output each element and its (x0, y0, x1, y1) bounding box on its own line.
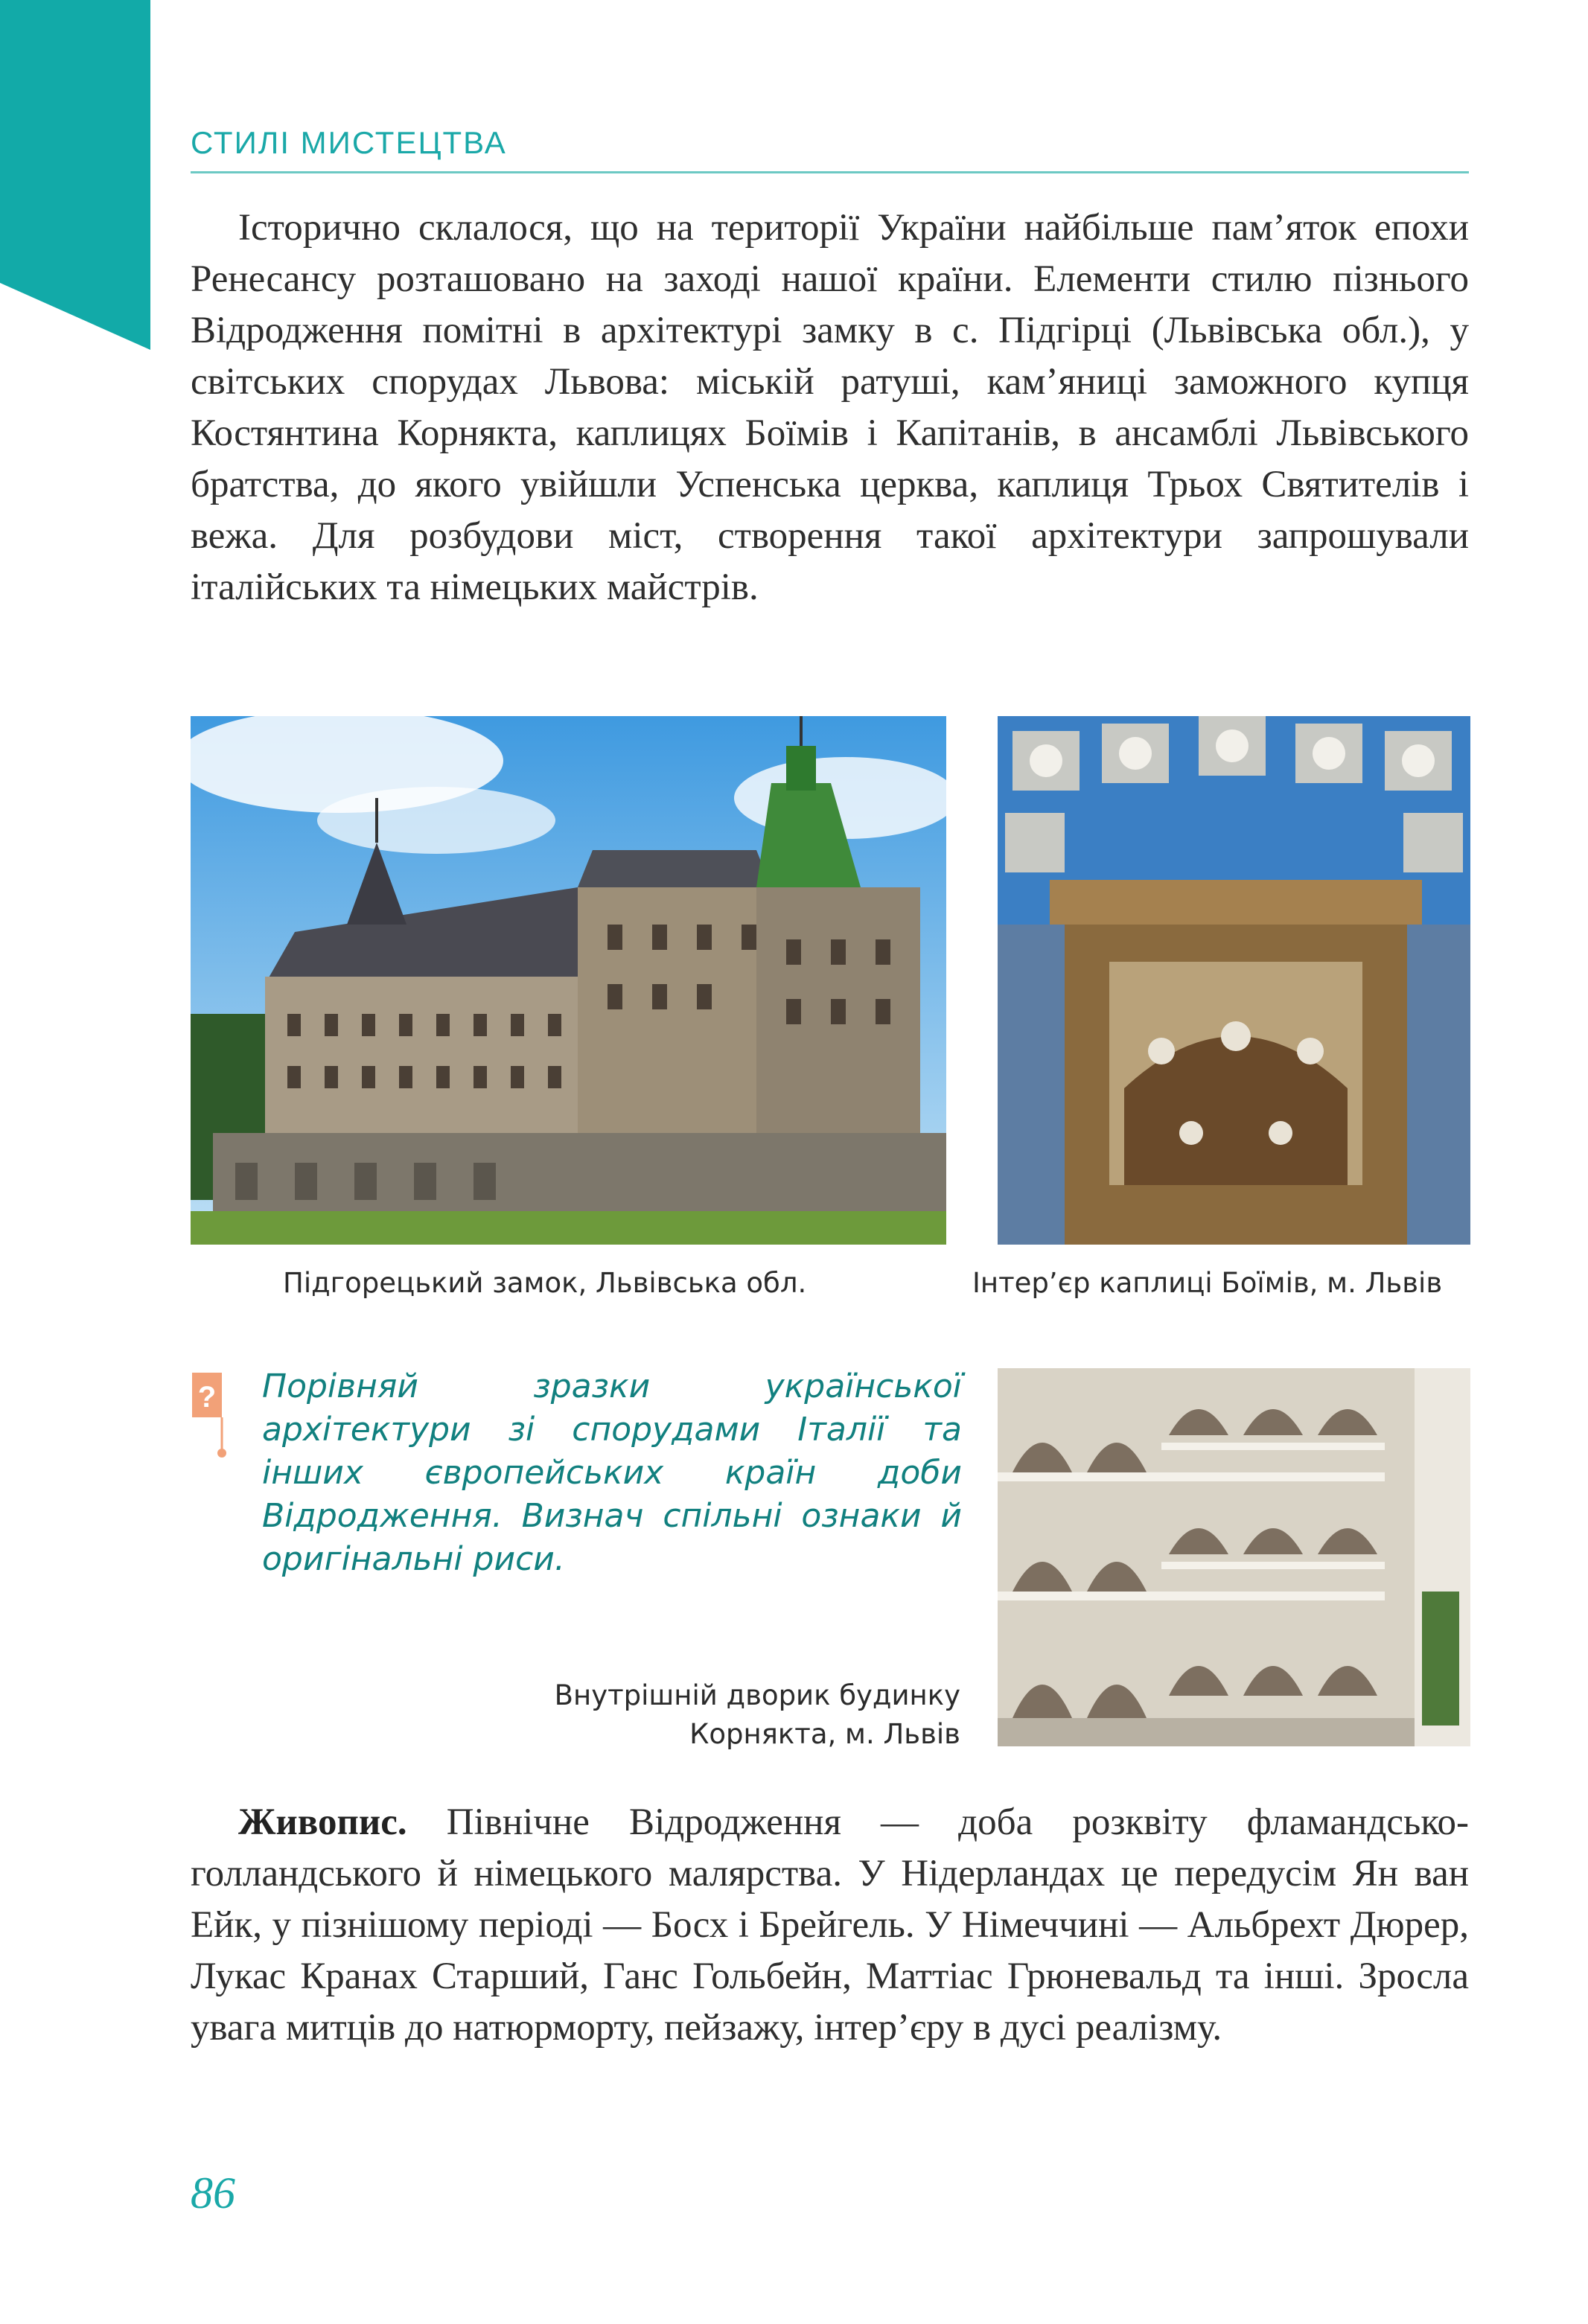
intro-paragraph: Історично склалося, що на території України найбільше пам’яток епохи Ренесансу розташовано на заході нашої країни. Елементи стилю пізнього Відродження помітні в архітектурі замку в с. Підгірці (Львівська обл.), у світських спорудах Львова: міській ратуші, кам’яниці заможного купця Костянтина Корнякта, каплицях Боїмів і Капітанів, в ансамблі Львівського братства, до якого увійшли Успенська церква, каплиця Трьох Святителів і вежа. Для розбудови міст, створення такої архітектури запрошували італійських та німецьких майстрів. (191, 207, 1469, 608)
courtyard-caption-line-2: Корнякта, м. Львів (689, 1718, 960, 1750)
painting-lead: Живопис. (238, 1801, 407, 1843)
castle-photo (191, 716, 946, 1245)
castle-caption: Підгорецький замок, Львівська обл. (283, 1267, 807, 1299)
svg-text:?: ? (197, 1381, 217, 1414)
painting-body: Північне Відродження — доба розквіту фламандсько-голландського й німецького малярства. У Нідерландах це передусім Ян ван Ейк, у пізнішому періоді — Босх і Брейгель. У Німеччині — Альбрехт Дюрер, Лукас Кранах Старший, Ганс Гольбейн, Маттіас Грюневальд та інші. Зросла увага митців до натюрморту, пейзажу, інтер’єру в дусі реалізму. (191, 1801, 1469, 2049)
page-number: 86 (191, 2168, 235, 2218)
section-title: СТИЛІ МИСТЕЦТВА (191, 125, 507, 160)
chapel-interior-photo (998, 716, 1470, 1245)
courtyard-caption-line-1: Внутрішній дворик будинку (554, 1679, 960, 1711)
chapel-caption: Інтер’єр каплиці Боїмів, м. Львів (972, 1267, 1443, 1299)
question-text: Порівняй зразки української архітектури зі спорудами Італії та інших європейських країн доби Відродження. Визнач спільні ознаки й оригінальні риси. (262, 1367, 962, 1578)
courtyard-caption (521, 1676, 960, 1754)
header-divider (191, 171, 1469, 173)
corner-tab-decoration (0, 0, 150, 350)
painting-paragraph (191, 1797, 1469, 2054)
courtyard-photo (998, 1368, 1470, 1746)
question-mark-icon (192, 1373, 231, 1459)
